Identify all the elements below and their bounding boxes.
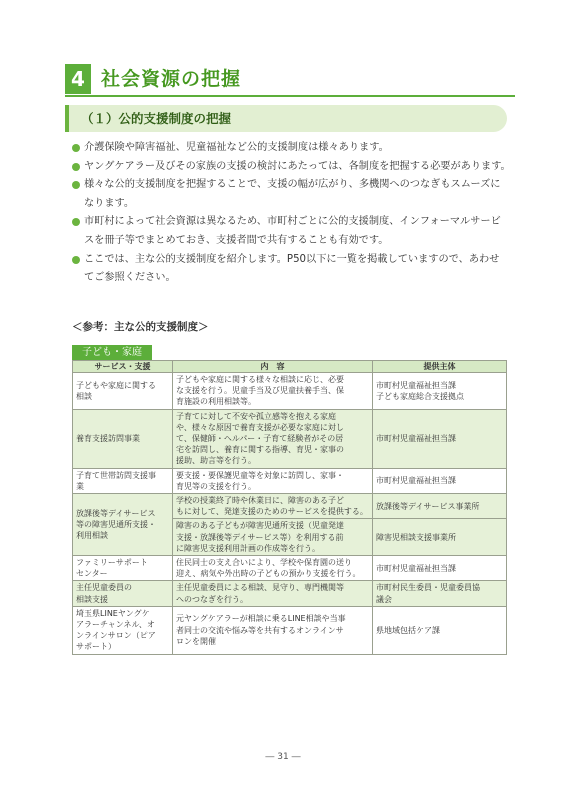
table-row — [73, 556, 507, 581]
cell-content — [173, 606, 373, 654]
cell-service-line: 相談支援 — [76, 594, 108, 604]
support-table — [72, 360, 507, 655]
cell-provider-line: 子ども家庭総合支援拠点 — [376, 391, 464, 401]
section-number: 4 — [65, 64, 91, 94]
table-row — [73, 606, 507, 654]
cell-service-line: 子育て世帯訪問支援事 — [76, 470, 156, 480]
cell-content — [173, 494, 373, 519]
cell-content-line: 者同士の交流や悩み等を共有するオンラインサ — [176, 625, 344, 635]
cell-service-line: センター — [76, 569, 108, 579]
cell-provider-line: 放課後等デイサービス事業所 — [376, 501, 480, 511]
cell-content-line: に障害児支援利用計画の作成等を行う。 — [176, 543, 320, 553]
bullet-text: スを冊子等でまとめておき、支援者間で共有することも有効です。 — [84, 234, 389, 246]
cell-provider-line: 市町村児童福祉担当課 — [376, 434, 456, 444]
cell-service — [73, 581, 173, 606]
cell-service-line: 埼玉県LINEヤングケ — [76, 608, 150, 618]
table-row — [73, 468, 507, 493]
table-row — [73, 494, 507, 519]
cell-provider-line: 障害児相談支援事業所 — [376, 532, 456, 542]
cell-provider — [373, 519, 507, 556]
cell-provider — [373, 606, 507, 654]
reference-heading: ＜参考：主な公的支援制度＞ — [72, 321, 209, 333]
cell-provider-line: 市町村民生委員・児童委員協 — [376, 583, 480, 593]
cell-service — [73, 494, 173, 556]
bullet-dot-icon — [72, 181, 80, 189]
bullet-dot-icon — [72, 163, 80, 171]
cell-service — [73, 606, 173, 654]
cell-service-line: 放課後等デイサービス — [76, 508, 156, 518]
cell-service — [73, 373, 173, 410]
cell-provider-line: 市町村児童福祉担当課 — [376, 476, 456, 486]
cell-service — [73, 556, 173, 581]
subsection-banner — [65, 105, 507, 132]
cell-provider-line: 市町村児童福祉担当課 — [376, 380, 456, 390]
table-category-tab: 子ども・家庭 — [72, 345, 152, 360]
cell-service-line: 相談 — [76, 391, 92, 401]
bullet-list — [72, 139, 512, 288]
cell-content-line: もに対して、発達支援のためのサービスを提供する。 — [176, 507, 368, 517]
cell-service-line: ファミリーサポート — [76, 558, 148, 568]
cell-provider-line: 市町村児童福祉担当課 — [376, 563, 456, 573]
cell-content-line: や、様々な原因で養育支援が必要な家庭に対し — [176, 422, 344, 432]
table-row — [73, 373, 507, 410]
cell-content-line: 育施設の利用相談等。 — [176, 397, 256, 407]
table-row — [73, 409, 507, 468]
bullet-text: 市町村によって社会資源は異なるため、市町村ごとに公的支援制度、インフォーマルサービ — [84, 216, 501, 228]
bullet-item — [72, 139, 512, 158]
bullet-text: 介護保険や障害福祉、児童福祉など公的支援制度は様々あります。 — [84, 142, 389, 153]
cell-service-line: アラーチャンネル、オ — [76, 620, 155, 630]
cell-service-line: 子どもや家庭に関する — [76, 380, 156, 390]
cell-content-line: 援助、助言等を行う。 — [176, 456, 256, 466]
cell-service-line: 養育支援訪問事業 — [76, 434, 140, 444]
cell-content-line: 障害のある子どもが障害児通所支援（児童発達 — [176, 521, 344, 531]
cell-service — [73, 468, 173, 493]
cell-content — [173, 556, 373, 581]
header-content: 内 容 — [173, 361, 373, 373]
cell-service-line: サポート） — [76, 642, 116, 652]
section-divider — [65, 95, 515, 97]
support-table-section — [72, 340, 506, 655]
cell-service — [73, 409, 173, 468]
bullet-dot-icon — [72, 256, 80, 264]
cell-provider-line: 県地域包括ケア課 — [376, 625, 440, 635]
cell-content-line: 宅を訪問し、養育に関する指導、育児・家事の — [176, 445, 344, 455]
subsection-title: （１）公的支援制度の把握 — [81, 111, 232, 126]
bullet-item — [72, 213, 512, 250]
cell-provider-line: 議会 — [376, 594, 392, 604]
cell-content-line: 学校の授業終了時や休業日に、障害のある子ど — [176, 496, 344, 506]
cell-content — [173, 409, 373, 468]
bullet-dot-icon — [72, 144, 80, 152]
page-number: ― 31 ― — [265, 752, 301, 762]
cell-content-line: 元ヤングケアラーが相談に乗るLINE相談や当事 — [176, 614, 346, 624]
cell-provider — [373, 373, 507, 410]
cell-provider — [373, 556, 507, 581]
cell-service-line: 等の障害児通所支援・ — [76, 519, 156, 529]
bullet-item — [72, 251, 512, 288]
cell-content — [173, 581, 373, 606]
bullet-text: ここでは、主な公的支援制度を紹介します。P50以下に一覧を掲載していますので、あわせ — [84, 253, 500, 265]
cell-service-line: 利用相談 — [76, 531, 108, 541]
cell-content-line: 主任児童委員による相談、見守り、専門機関等 — [176, 583, 344, 593]
bullet-item — [72, 158, 512, 177]
table-header-row — [73, 361, 507, 373]
cell-content-line: 要支援・要保護児童等を対象に訪問し、家事・ — [176, 470, 344, 480]
cell-provider — [373, 409, 507, 468]
cell-content — [173, 373, 373, 410]
cell-content-line: な支援を行う。児童手当及び児童扶養手当、保 — [176, 386, 344, 396]
bullet-text: ヤングケアラー及びその家族の支援の検討にあたっては、各制度を把握する必要があります。 — [84, 160, 511, 172]
bullet-text: 様々な公的支援制度を把握することで、支援の幅が広がり、多機関へのつなぎもスムーズに — [84, 179, 501, 191]
bullet-text: なります。 — [84, 197, 135, 209]
section-header — [65, 64, 515, 94]
cell-content-line: ロンを開催 — [176, 636, 216, 646]
cell-content-line: て、保健師・ヘルパー・子育て経験者がその居 — [176, 434, 344, 444]
section-title: 社会資源の把握 — [101, 68, 242, 90]
cell-content-line: 支援・放課後等デイサービス等）を利用する前 — [176, 532, 344, 542]
cell-content-line: 子育てに対して不安や孤立感等を抱える家庭 — [176, 411, 336, 421]
bullet-item — [72, 176, 512, 213]
cell-content-line: 育児等の支援を行う。 — [176, 481, 256, 491]
table-row — [73, 581, 507, 606]
cell-content-line: 住民同士の支え合いにより、学校や保育園の送り — [176, 558, 352, 568]
bullet-dot-icon — [72, 218, 80, 226]
bullet-text: てご参照ください。 — [84, 272, 176, 284]
cell-service-line: ンラインサロン（ピア — [76, 631, 156, 641]
cell-content-line: 子どもや家庭に関する様々な相談に応じ、必要 — [176, 375, 344, 384]
cell-service-line: 業 — [76, 481, 84, 491]
cell-content — [173, 519, 373, 556]
cell-content-line: 迎え、病気や外出時の子どもの預かり支援を行う。 — [176, 569, 361, 579]
cell-provider — [373, 494, 507, 519]
header-provider: 提供主体 — [373, 361, 507, 373]
header-service: サービス・支援 — [73, 361, 173, 373]
cell-provider — [373, 581, 507, 606]
cell-content — [173, 468, 373, 493]
cell-content-line: へのつなぎを行う。 — [176, 594, 248, 604]
cell-service-line: 主任児童委員の — [76, 583, 132, 593]
cell-provider — [373, 468, 507, 493]
